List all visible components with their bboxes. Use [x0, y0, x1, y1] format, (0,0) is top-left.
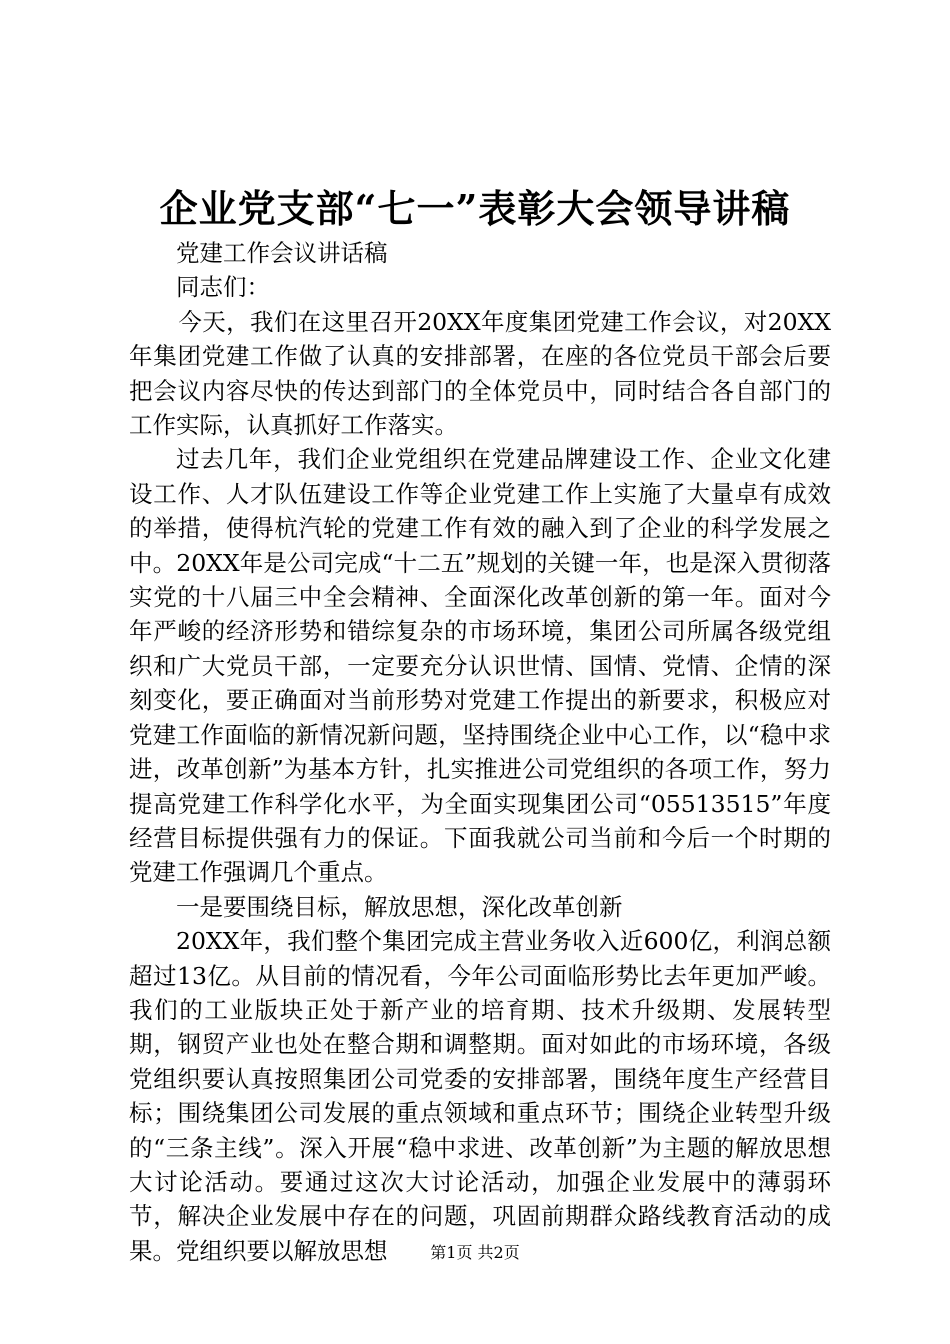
salutation: 同志们：: [176, 273, 270, 302]
document-body: [129, 236, 831, 1268]
page-number-footer: 第1页 共2页: [430, 1243, 520, 1262]
paragraph-performance: 20XX年，我们整个集团完成主营业务收入近600亿，利润总额超过13亿。从目前的情况看，今年公司面临形势比去年更加严峻。我们的工业版块正处于新产业的培育期、技术升级期、发展转型期，钢贸产业也处在整合期和调整期。面对如此的市场环境，各级党组织要认真按照集团公司党委的安排部署，围绕年度生产经营目标；围绕集团公司发展的重点领域和重点环节；围绕企业转型升级的“三条主线”。深入开展“稳中求进、改革创新”为主题的解放思想大讨论活动。要通过这次大讨论活动，加强企业发展中的薄弱环节，解决企业发展中存在的问题，巩固前期群众路线教育活动的成果。党组织要以解放思想: [129, 927, 831, 1265]
paragraph-past-years: 过去几年，我们企业党组织在党建品牌建设工作、企业文化建设工作、人才队伍建设工作等企业党建工作上实施了大量卓有成效的举措，使得杭汽轮的党建工作有效的融入到了企业的科学发展之中。20XX年是公司完成“十二五”规划的关键一年，也是深入贯彻落实党的十八届三中全会精神、全面深化改革创新的第一年。面对今年严峻的经济形势和错综复杂的市场环境，集团公司所属各级党组织和广大党员干部，一定要充分认识世情、国情、党情、企情的深刻变化，要正确面对当前形势对党建工作提出的新要求，积极应对党建工作面临的新情况新问题，坚持围绕企业中心工作，以“稳中求进，改革创新”为基本方针，扎实推进公司党组织的各项工作，努力提高党建工作科学化水平，为全面实现集团公司“05513515”年度经营目标提供强有力的保证。下面我就公司当前和今后一个时期的党建工作强调几个重点。: [129, 445, 831, 887]
document-subtitle: 党建工作会议讲话稿: [176, 239, 388, 267]
document-title: 企业党支部“七一”表彰大会领导讲稿: [159, 186, 791, 231]
paragraph-opening: 今天，我们在这里召开20XX年度集团党建工作会议，对20XX年集团党建工作做了认真的安排部署，在座的各位党员干部会后要把会议内容尽快的传达到部门的全体党员中，同时结合各自部门的工作实际，认真抓好工作落实。: [129, 307, 831, 440]
section-heading-one: 一是要围绕目标，解放思想，深化改革创新: [176, 892, 623, 921]
